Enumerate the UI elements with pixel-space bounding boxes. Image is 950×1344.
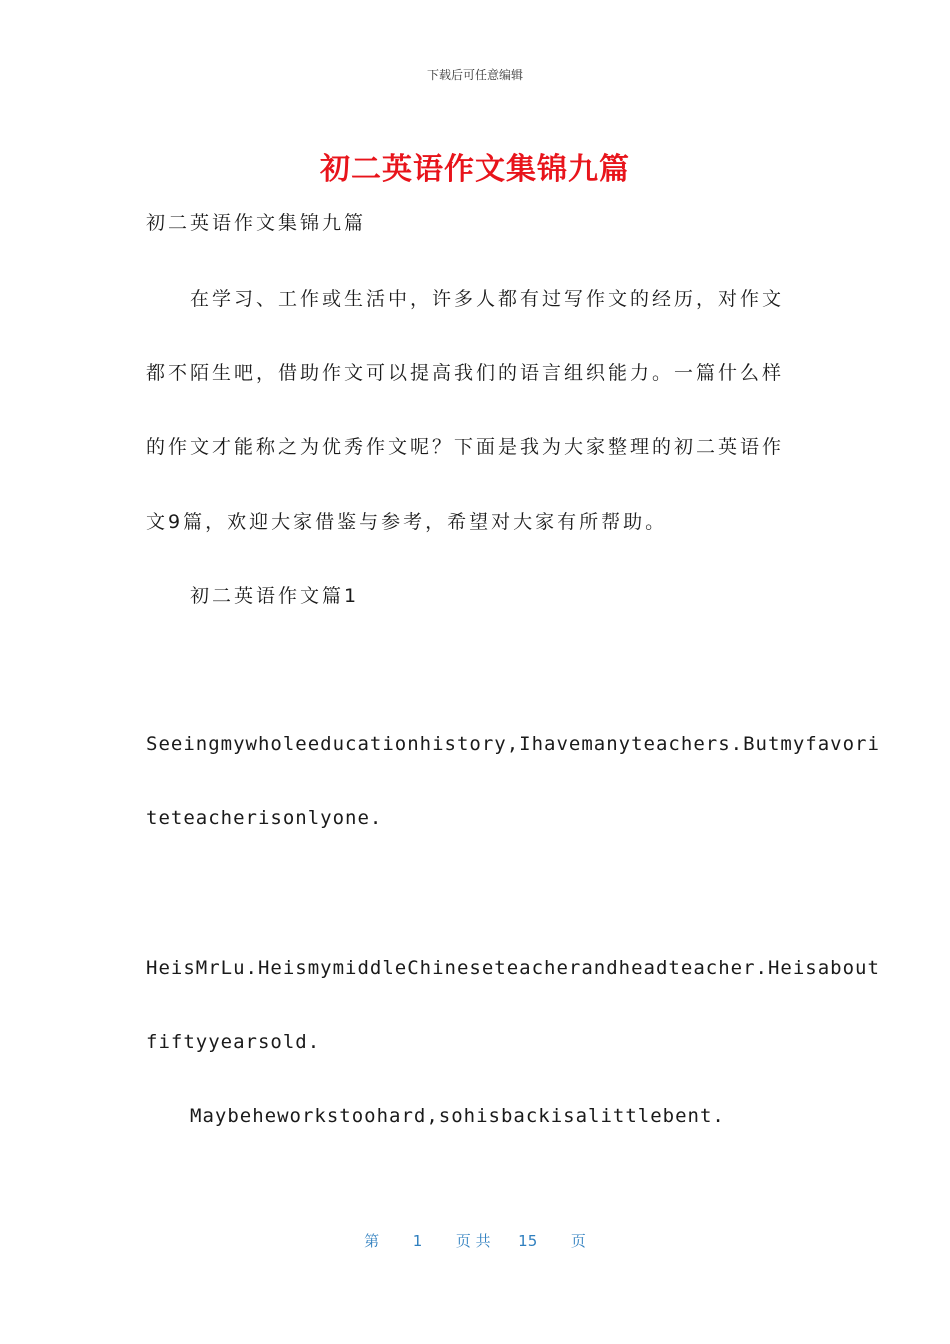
essay-line: Seeingmywholeeducationhistory,Ihavemanyteachers.Butmyfavori	[146, 733, 880, 755]
paragraph-line: 在学习、工作或生活中，许多人都有过写作文的经历，对作文	[190, 288, 785, 310]
document-title: 初二英语作文集锦九篇	[320, 152, 630, 187]
total-pages-number: 15	[518, 1232, 538, 1250]
current-page-number: 1	[412, 1232, 423, 1250]
paragraph-line: 的作文才能称之为优秀作文呢？下面是我为大家整理的初二英语作	[146, 436, 785, 458]
footer-suffix: 页	[570, 1232, 586, 1250]
footer-prefix: 第	[364, 1232, 380, 1250]
essay-line: Maybeheworkstoohard,sohisbackisalittlebent.	[190, 1105, 725, 1127]
subtitle-line: 初二英语作文集锦九篇	[146, 212, 367, 234]
paragraph-line: 文9篇，欢迎大家借鉴与参考，希望对大家有所帮助。	[146, 511, 668, 533]
section-heading: 初二英语作文篇1	[190, 585, 360, 607]
page-footer	[0, 1230, 950, 1251]
essay-line: fiftyyearsold.	[146, 1031, 321, 1053]
essay-line: teteacherisonlyone.	[146, 807, 383, 829]
header-note: 下载后可任意编辑	[426, 68, 523, 82]
footer-mid: 页 共	[455, 1232, 491, 1250]
essay-line: HeisMrLu.HeismymiddleChineseteacherandheadteacher.Heisabout	[146, 957, 880, 979]
paragraph-line: 都不陌生吧，借助作文可以提高我们的语言组织能力。一篇什么样	[146, 362, 785, 384]
